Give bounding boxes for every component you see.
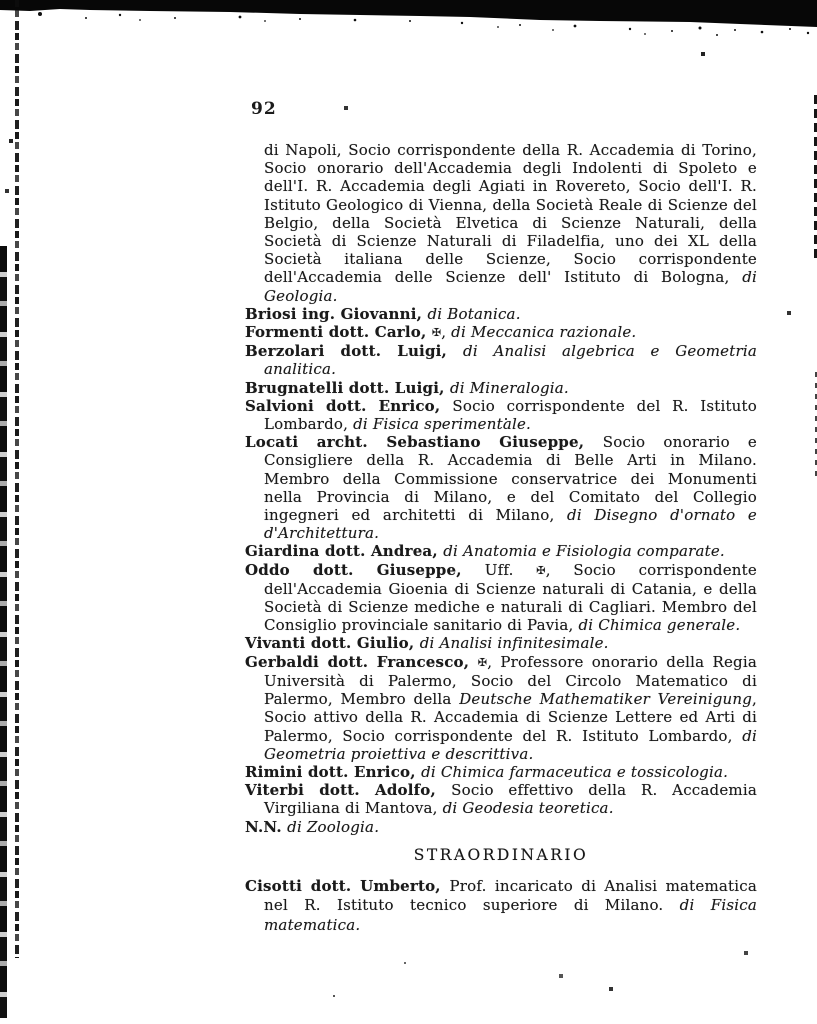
entry-name: Formenti dott. Carlo, — [245, 323, 432, 342]
page-number: 92 — [251, 99, 277, 119]
entry-text: , Socio attivo della R. Accademia di Scienze Lettere ed Arti di Palermo, Socio corrispondente del R. Istituto Lombardo, — [264, 690, 757, 745]
subject-italic: di Fisica matematica. — [264, 896, 757, 934]
entry-text: , Professore onorario della Regia Università di Palermo, Socio del Circolo Matematico di Palermo, Membro della — [264, 652, 757, 709]
knight-cross-icon: ✠ — [477, 655, 488, 669]
subject-italic: di Geodesia teoretica. — [442, 799, 614, 818]
directory-entry — [245, 542, 757, 560]
directory-entry — [245, 397, 757, 433]
directory-entry — [245, 305, 757, 323]
entry-name: Viterbi dott. Adolfo, — [245, 781, 452, 800]
entry-text: Uff. — [484, 560, 537, 579]
directory-entry — [245, 634, 757, 652]
entry-name: N.N. — [245, 817, 288, 836]
entry-name: Briosi ing. Giovanni, — [245, 304, 428, 323]
entry-name: Vivanti dott. Giulio, — [245, 634, 420, 653]
entry-name: Brugnatelli dott. Luigi, — [245, 378, 450, 397]
scan-artifact-binding-line — [15, 0, 19, 958]
directory-entry — [245, 653, 757, 763]
subject-italic: di Anatomia e Fisiologia comparate. — [443, 542, 725, 561]
subject-italic: Deutsche Mathematiker Vereinigung — [459, 690, 753, 709]
directory-entry — [245, 433, 757, 542]
extraordinary-professors-list — [245, 877, 757, 935]
directory-entry — [245, 342, 757, 378]
directory-entry — [245, 781, 757, 817]
subject-italic: di Fisica sperimentale. — [353, 415, 532, 434]
entry-name: Berzolari dott. Luigi, — [245, 342, 464, 361]
subject-italic: di Analisi algebrica e Geometria analitica. — [264, 342, 757, 379]
subject-italic: di Geometria proiettiva e descrittiva. — [264, 726, 757, 763]
entry-name: Gerbaldi dott. Francesco, — [245, 652, 478, 671]
entry-text: Socio effettivo della R. Accademia Virgiliana di Mantova, — [264, 781, 757, 818]
page-content — [245, 141, 757, 935]
entry-text: Socio corrispondente del R. Istituto Lombardo, — [264, 396, 757, 434]
directory-entry — [245, 877, 757, 935]
entry-text: Prof. incaricato di Analisi matematica nel R. Istituto tecnico superiore di Milano. — [264, 876, 757, 915]
directory-entry — [245, 818, 757, 836]
scan-artifact-top-edge — [0, 0, 817, 44]
subject-italic: di Botanica. — [427, 304, 521, 323]
directory-entry — [245, 763, 757, 781]
directory-entry — [245, 561, 757, 635]
continuation-slot — [245, 141, 757, 305]
scan-artifact-specks — [0, 0, 2, 2]
entry-name: Locati archt. Sebastiano Giuseppe, — [245, 433, 603, 452]
entry-text: Socio onorario e Consigliere della R. Accademia di Belle Arti in Milano. Membro della Commissione conservatrice dei Monumenti nella Provincia di Milano, e del Comitato del Collegio ingegneri ed architetti di Milano, — [264, 433, 757, 525]
subject-italic: di Disegno d'ornato e d'Architettura. — [264, 506, 757, 543]
entry-name: Oddo dott. Giuseppe, — [245, 560, 485, 579]
knight-cross-icon: ✠ — [536, 563, 546, 577]
subject-italic: di Analisi infinitesimale. — [419, 634, 609, 653]
subject-italic: di Geologia. — [264, 268, 757, 305]
subject-italic: di Chimica generale. — [578, 616, 741, 635]
ordinary-professors-list — [245, 305, 757, 836]
entry-text: di Napoli, Socio corrispondente della R. Accademia di Torino, Socio onorario dell'Accademia degli Indolenti di Spoleto e dell'I. R. Accademia degli Agiati in Rovereto, Socio dell'I. R. Istituto Geologico di Vienna, della Società Reale di Scienze del Belgio, della Società Elvetica di Scienze Naturali, della Società di Scienze Naturali di Filadelfia, uno dei XL della Società italiana delle Scienze, Socio corrispondente dell'Accademia delle Scienze dell' Istituto di Bologna, — [264, 141, 757, 287]
knight-cross-icon: ✠ — [431, 326, 442, 340]
directory-entry — [245, 323, 757, 342]
subject-italic: di Mineralogia. — [449, 378, 569, 397]
entry-name: Cisotti dott. Umberto, — [245, 876, 450, 895]
section-heading-straordinario: STRAORDINARIO — [413, 845, 589, 864]
subject-italic: di Chimica farmaceutica e tossicologia. — [421, 762, 729, 781]
scan-artifact-left-edge — [0, 246, 7, 1018]
entry-name: Salvioni dott. Enrico, — [245, 396, 453, 415]
directory-entry — [245, 379, 757, 397]
subject-italic: di Meccanica razionale. — [451, 323, 637, 342]
entry-text: , — [441, 323, 452, 342]
continuation-paragraph — [264, 141, 757, 305]
entry-text: , Socio corrispondente dell'Accademia Gioenia di Scienze naturali di Catania, e della Società di Scienze mediche e naturali di Cagliari. Membro del Consiglio provinciale sanitario di Pavia, — [264, 560, 757, 635]
subject-italic: di Zoologia. — [287, 817, 380, 836]
entry-name: Rimini dott. Enrico, — [245, 762, 422, 781]
entry-name: Giardina dott. Andrea, — [245, 542, 444, 561]
